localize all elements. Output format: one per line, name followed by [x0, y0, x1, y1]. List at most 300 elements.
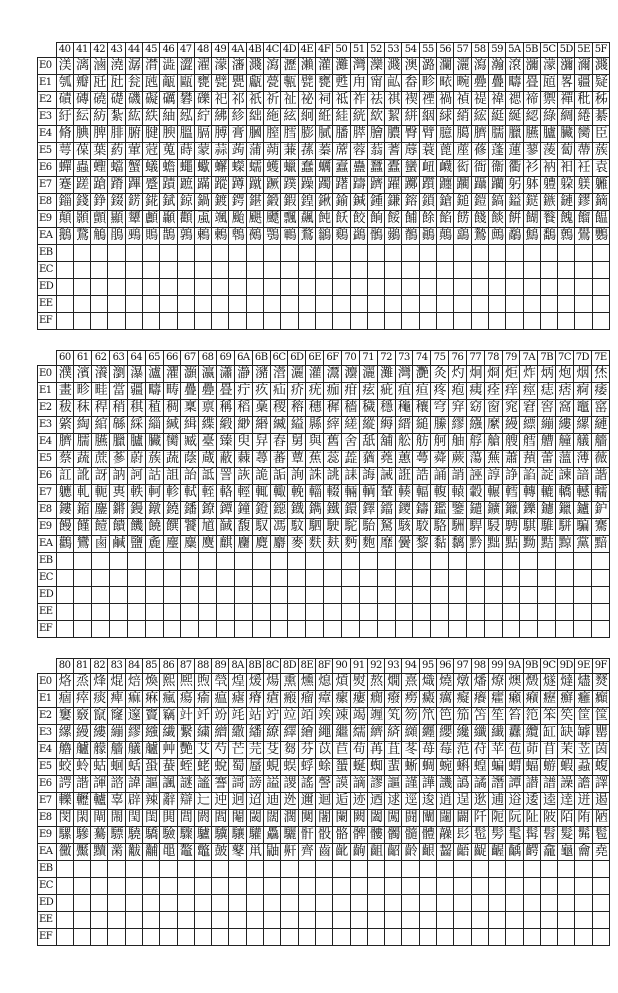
kanji-cell: 畧 — [558, 75, 575, 92]
empty-cell — [56, 570, 74, 587]
kanji-cell: 纖 — [471, 725, 488, 742]
kanji-cell: 鍬 — [315, 194, 332, 211]
empty-cell — [591, 604, 609, 621]
kanji-cell: 疵 — [377, 383, 395, 400]
empty-cell — [212, 861, 229, 878]
kanji-cell: 詢 — [288, 468, 306, 485]
empty-cell — [229, 262, 246, 279]
empty-cell — [413, 570, 431, 587]
empty-cell — [91, 895, 108, 912]
kanji-cell: 蟹 — [125, 160, 142, 177]
table-row — [38, 485, 610, 502]
kanji-cell: 絍 — [315, 109, 332, 126]
empty-cell — [540, 313, 557, 330]
kanji-cell: 髫 — [540, 827, 557, 844]
column-code-header: 77 — [466, 351, 484, 366]
empty-cell — [333, 245, 350, 262]
row-code-header: E3 — [38, 109, 57, 126]
kanji-cell: 閭 — [177, 810, 194, 827]
kanji-cell: 燵 — [558, 674, 575, 691]
kanji-cell: 禍 — [437, 92, 454, 109]
kanji-cell: 鵞 — [73, 228, 90, 245]
kanji-cell: 灣 — [395, 366, 413, 383]
empty-cell — [402, 245, 419, 262]
kanji-cell: 綛 — [523, 109, 540, 126]
empty-cell — [488, 279, 505, 296]
empty-cell — [108, 912, 125, 929]
kanji-cell: 膃 — [177, 126, 194, 143]
kanji-cell: 紵 — [194, 109, 211, 126]
empty-cell — [523, 912, 540, 929]
kanji-cell: 蝌 — [454, 759, 471, 776]
kanji-cell: 缸 — [540, 725, 557, 742]
empty-cell — [246, 861, 263, 878]
kanji-cell: 點 — [502, 536, 520, 553]
empty-cell — [315, 245, 332, 262]
kanji-cell: 鷄 — [333, 228, 350, 245]
kanji-cell: 臘 — [506, 126, 523, 143]
empty-cell — [281, 313, 298, 330]
kanji-cell: 蟶 — [91, 160, 108, 177]
kanji-cell: 鐘 — [234, 502, 252, 519]
kanji-cell: 蠢 — [298, 160, 315, 177]
column-code-header: 83 — [108, 659, 125, 674]
column-code-header: 9D — [558, 659, 575, 674]
kanji-cell: 迺 — [367, 793, 384, 810]
kanji-cell: 臂 — [419, 126, 436, 143]
kanji-cell: 痳 — [142, 691, 159, 708]
kanji-cell: 縷 — [91, 725, 108, 742]
empty-cell — [506, 296, 523, 313]
kanji-cell: 艫 — [73, 742, 90, 759]
kanji-cell: 烟 — [573, 366, 591, 383]
empty-cell — [402, 279, 419, 296]
column-code-header: 53 — [385, 43, 402, 58]
kanji-cell: 繦 — [466, 417, 484, 434]
empty-cell — [125, 895, 142, 912]
kanji-cell: 臻 — [217, 434, 235, 451]
kanji-cell: 軋 — [74, 485, 92, 502]
kanji-cell: 鵺 — [246, 228, 263, 245]
kanji-cell: 軾 — [181, 485, 199, 502]
kanji-cell: 謌 — [229, 776, 246, 793]
empty-cell — [437, 878, 454, 895]
empty-cell — [194, 245, 211, 262]
kanji-cell: 閨 — [142, 810, 159, 827]
kanji-cell: 畹 — [454, 75, 471, 92]
empty-cell — [91, 912, 108, 929]
column-code-header: 70 — [342, 351, 360, 366]
kanji-cell: 膤 — [281, 126, 298, 143]
kanji-cell: 黽 — [160, 844, 177, 861]
kanji-cell: 罌 — [592, 725, 609, 742]
kanji-cell: 艢 — [108, 742, 125, 759]
kanji-cell: 蜒 — [350, 759, 367, 776]
kanji-cell: 鷭 — [540, 228, 557, 245]
empty-cell — [315, 912, 332, 929]
kanji-cell: 膏 — [229, 126, 246, 143]
empty-cell — [402, 861, 419, 878]
kanji-cell: 祁 — [229, 92, 246, 109]
kanji-cell: 餽 — [558, 211, 575, 228]
kanji-cell: 鷆 — [419, 228, 436, 245]
empty-cell — [520, 553, 538, 570]
kanji-cell: 腓 — [108, 126, 125, 143]
empty-cell — [212, 279, 229, 296]
kanji-cell: 鐇 — [181, 502, 199, 519]
kanji-cell: 馼 — [288, 519, 306, 536]
kanji-cell: 燬 — [523, 674, 540, 691]
empty-cell — [246, 929, 263, 946]
kanji-cell: 轗 — [573, 485, 591, 502]
kanji-cell: 鍄 — [177, 194, 194, 211]
kanji-cell: 陋 — [592, 810, 609, 827]
row-code-header: EB — [38, 861, 57, 878]
empty-cell — [298, 895, 315, 912]
empty-cell — [74, 604, 92, 621]
kanji-cell: 齣 — [350, 844, 367, 861]
kanji-cell: 龜 — [558, 844, 575, 861]
kanji-cell: 苹 — [488, 742, 505, 759]
kanji-cell: 蟷 — [108, 160, 125, 177]
kanji-cell: 黨 — [573, 536, 591, 553]
kanji-cell: 祠 — [315, 92, 332, 109]
kanji-cell: 蕪 — [484, 451, 502, 468]
kanji-cell: 蹣 — [194, 177, 211, 194]
empty-cell — [212, 895, 229, 912]
column-code-header: 67 — [181, 351, 199, 366]
kanji-cell: 饉 — [74, 519, 92, 536]
kanji-cell: 轅 — [449, 485, 467, 502]
kanji-cell: 闃 — [298, 810, 315, 827]
column-code-header: 50 — [333, 43, 350, 58]
kanji-cell: 甕 — [315, 75, 332, 92]
kanji-cell: 蕃 — [270, 451, 288, 468]
kanji-cell: 綦 — [592, 109, 609, 126]
kanji-cell: 膣 — [264, 126, 281, 143]
kanji-cell: 驃 — [108, 827, 125, 844]
empty-cell — [281, 878, 298, 895]
empty-cell — [402, 262, 419, 279]
empty-cell — [264, 296, 281, 313]
kanji-cell: 餮 — [540, 211, 557, 228]
kanji-cell: 絁 — [264, 109, 281, 126]
kanji-cell: 笂 — [385, 708, 402, 725]
empty-cell — [449, 553, 467, 570]
kanji-cell: 鍜 — [281, 194, 298, 211]
empty-cell — [142, 313, 159, 330]
kanji-cell: 煥 — [142, 674, 159, 691]
column-code-header: 61 — [74, 351, 92, 366]
kanji-cell: 黌 — [395, 536, 413, 553]
empty-cell — [502, 621, 520, 638]
empty-cell — [229, 929, 246, 946]
empty-cell — [419, 245, 436, 262]
column-code-header: 52 — [367, 43, 384, 58]
column-code-header: 92 — [367, 659, 384, 674]
kanji-cell: 甗 — [246, 75, 263, 92]
kanji-cell: 瀉 — [471, 58, 488, 75]
kanji-cell: 駱 — [431, 519, 449, 536]
empty-cell — [125, 861, 142, 878]
kanji-cell: 竕 — [212, 708, 229, 725]
kanji-cell: 衄 — [419, 160, 436, 177]
kanji-cell: 蕕 — [359, 451, 377, 468]
kanji-cell: 穗 — [306, 400, 324, 417]
column-code-header: 45 — [142, 43, 159, 58]
column-code-header: 76 — [449, 351, 467, 366]
empty-cell — [108, 878, 125, 895]
kanji-cell: 疉 — [471, 75, 488, 92]
empty-cell — [125, 313, 142, 330]
row-code-header: E8 — [38, 502, 57, 519]
kanji-cell: 緝 — [181, 417, 199, 434]
kanji-cell: 綖 — [506, 109, 523, 126]
kanji-cell: 瀰 — [523, 58, 540, 75]
row-code-header: EF — [38, 929, 57, 946]
kanji-cell: 鼬 — [264, 844, 281, 861]
kanji-cell: 瘟 — [212, 691, 229, 708]
kanji-cell: 瓸 — [540, 75, 557, 92]
kanji-cell: 窩 — [556, 400, 574, 417]
kanji-cell: 絿 — [437, 109, 454, 126]
kanji-cell: 躡 — [471, 177, 488, 194]
kanji-cell: 笘 — [471, 708, 488, 725]
empty-cell — [125, 296, 142, 313]
table-row — [38, 92, 610, 109]
kanji-cell: 瀾 — [437, 58, 454, 75]
kanji-cell: 絓 — [333, 109, 350, 126]
empty-cell — [145, 587, 163, 604]
kanji-cell: 瓲 — [142, 75, 159, 92]
kanji-cell: 躋 — [367, 177, 384, 194]
kanji-cell: 薇 — [591, 451, 609, 468]
kanji-cell: 鐔 — [217, 502, 235, 519]
kanji-cell: 錚 — [91, 194, 108, 211]
kanji-cell: 衵 — [558, 160, 575, 177]
empty-cell — [56, 621, 74, 638]
kanji-cell: 鸞 — [74, 536, 92, 553]
empty-cell — [127, 621, 145, 638]
kanji-cell: 禪 — [558, 92, 575, 109]
kanji-cell: 黴 — [56, 844, 73, 861]
table-row — [38, 502, 610, 519]
kanji-cell: 縺 — [591, 417, 609, 434]
kanji-cell: 譎 — [471, 776, 488, 793]
kanji-cell: 鹵 — [92, 536, 110, 553]
empty-cell — [558, 279, 575, 296]
kanji-cell: 蠍 — [194, 160, 211, 177]
empty-cell — [540, 245, 557, 262]
kanji-cell: 蓁 — [315, 143, 332, 160]
kanji-cell: 譫 — [575, 776, 592, 793]
kanji-cell: 渼 — [56, 58, 73, 75]
kanji-cell: 駟 — [306, 519, 324, 536]
kanji-cell: 瓠 — [56, 75, 73, 92]
kanji-cell: 葯 — [108, 143, 125, 160]
empty-cell — [264, 313, 281, 330]
kanji-cell: 蝗 — [471, 759, 488, 776]
empty-cell — [194, 313, 211, 330]
kanji-cell: 譌 — [454, 776, 471, 793]
column-code-header: 80 — [56, 659, 73, 674]
kanji-cell: 滾 — [506, 58, 523, 75]
kanji-cell: 誨 — [359, 468, 377, 485]
empty-cell — [333, 861, 350, 878]
empty-cell — [288, 570, 306, 587]
kanji-cell: 纐 — [402, 725, 419, 742]
kanji-cell: 輒 — [252, 485, 270, 502]
table-row — [38, 58, 610, 75]
kanji-cell: 蛄 — [91, 759, 108, 776]
kanji-cell: 繆 — [125, 725, 142, 742]
kanji-cell: 黔 — [466, 536, 484, 553]
kanji-cell: 訌 — [56, 468, 74, 485]
kanji-cell: 缺 — [558, 725, 575, 742]
kanji-cell: 縲 — [56, 725, 73, 742]
column-code-header: 7B — [538, 351, 556, 366]
kanji-cell: 齒 — [315, 844, 332, 861]
empty-cell — [315, 262, 332, 279]
table-row — [38, 434, 610, 451]
kanji-cell: 髏 — [367, 827, 384, 844]
kanji-cell: 逞 — [454, 793, 471, 810]
empty-cell — [506, 878, 523, 895]
kanji-cell: 齧 — [437, 844, 454, 861]
kanji-cell: 禋 — [419, 92, 436, 109]
empty-cell — [506, 929, 523, 946]
empty-cell — [73, 279, 90, 296]
empty-cell — [488, 245, 505, 262]
kanji-cell: 顫 — [91, 211, 108, 228]
column-code-header: 9F — [592, 659, 609, 674]
table-row — [38, 468, 610, 485]
kanji-cell: 蹴 — [246, 177, 263, 194]
empty-cell — [306, 587, 324, 604]
empty-cell — [350, 861, 367, 878]
kanji-cell: 驤 — [229, 827, 246, 844]
kanji-cell: 蔟 — [145, 451, 163, 468]
kanji-cell: 舖 — [377, 434, 395, 451]
kanji-cell: 纃 — [367, 725, 384, 742]
empty-cell — [558, 296, 575, 313]
empty-cell — [281, 296, 298, 313]
kanji-cell: 鑞 — [502, 502, 520, 519]
kanji-cell: 繍 — [194, 725, 211, 742]
kanji-cell: 絃 — [281, 109, 298, 126]
empty-cell — [419, 861, 436, 878]
kanji-cell: 齡 — [402, 844, 419, 861]
empty-cell — [395, 570, 413, 587]
kanji-cell: 絅 — [298, 109, 315, 126]
kanji-cell: 訶 — [127, 468, 145, 485]
kanji-cell: 縅 — [270, 417, 288, 434]
empty-cell — [160, 313, 177, 330]
kanji-cell: 穩 — [377, 400, 395, 417]
kanji-cell: 磽 — [91, 92, 108, 109]
kanji-cell: 綢 — [558, 109, 575, 126]
empty-cell — [385, 245, 402, 262]
kanji-cell: 疑 — [592, 75, 609, 92]
kanji-cell: 竊 — [160, 708, 177, 725]
empty-cell — [342, 604, 360, 621]
kanji-cell: 驪 — [281, 827, 298, 844]
empty-cell — [395, 587, 413, 604]
kanji-cell: 薀 — [556, 451, 574, 468]
kanji-cell: 謬 — [367, 776, 384, 793]
kanji-cell: 纜 — [523, 725, 540, 742]
kanji-cell: 諤 — [56, 776, 73, 793]
empty-cell — [199, 604, 217, 621]
kanji-cell: 瘢 — [281, 691, 298, 708]
kanji-cell: 蕷 — [520, 451, 538, 468]
kanji-cell: 譛 — [523, 776, 540, 793]
column-code-header: 56 — [437, 43, 454, 58]
kanji-cell: 窗 — [484, 400, 502, 417]
empty-cell — [324, 604, 342, 621]
kanji-cell: 鏖 — [92, 502, 110, 519]
kanji-cell: 艨 — [91, 742, 108, 759]
kanji-cell: 詆 — [199, 468, 217, 485]
table-row — [38, 75, 610, 92]
kanji-cell: 髣 — [488, 827, 505, 844]
kanji-cell: 蕙 — [395, 451, 413, 468]
kanji-cell: 鶻 — [367, 228, 384, 245]
empty-cell — [229, 279, 246, 296]
empty-cell — [431, 621, 449, 638]
kanji-cell: 躓 — [419, 177, 436, 194]
kanji-cell: 黶 — [73, 844, 90, 861]
kanji-cell: 紼 — [212, 109, 229, 126]
kanji-cell: 蕘 — [377, 451, 395, 468]
kanji-cell: 迸 — [575, 793, 592, 810]
kanji-cell: 綵 — [127, 417, 145, 434]
row-code-header: EB — [38, 245, 57, 262]
kanji-cell: 瓧 — [108, 75, 125, 92]
kanji-cell: 瀰 — [558, 58, 575, 75]
kanji-cell: 逡 — [419, 793, 436, 810]
kanji-cell: 秭 — [592, 92, 609, 109]
kanji-cell: 闍 — [315, 810, 332, 827]
kanji-cell: 鵯 — [229, 228, 246, 245]
empty-cell — [163, 570, 181, 587]
kanji-cell: 窖 — [538, 400, 556, 417]
kanji-cell: 黠 — [538, 536, 556, 553]
column-code-header: 72 — [377, 351, 395, 366]
kanji-cell: 莓 — [437, 742, 454, 759]
row-code-header: E1 — [38, 75, 57, 92]
empty-cell — [419, 296, 436, 313]
kanji-cell: 譚 — [506, 776, 523, 793]
empty-cell — [402, 912, 419, 929]
kanji-cell: 諧 — [73, 776, 90, 793]
empty-cell — [419, 929, 436, 946]
kanji-cell: 臑 — [74, 434, 92, 451]
kanji-cell: 瀝 — [281, 58, 298, 75]
row-code-header: E1 — [38, 691, 57, 708]
kanji-cell: 鏐 — [575, 194, 592, 211]
kanji-cell: 馥 — [234, 519, 252, 536]
kanji-cell: 蛬 — [160, 759, 177, 776]
table-row — [38, 126, 610, 143]
kanji-cell: 鏈 — [558, 194, 575, 211]
empty-cell — [56, 861, 73, 878]
empty-cell — [471, 861, 488, 878]
empty-cell — [91, 279, 108, 296]
kanji-cell: 腑 — [125, 126, 142, 143]
column-code-header: 6A — [234, 351, 252, 366]
row-code-header: E6 — [38, 160, 57, 177]
